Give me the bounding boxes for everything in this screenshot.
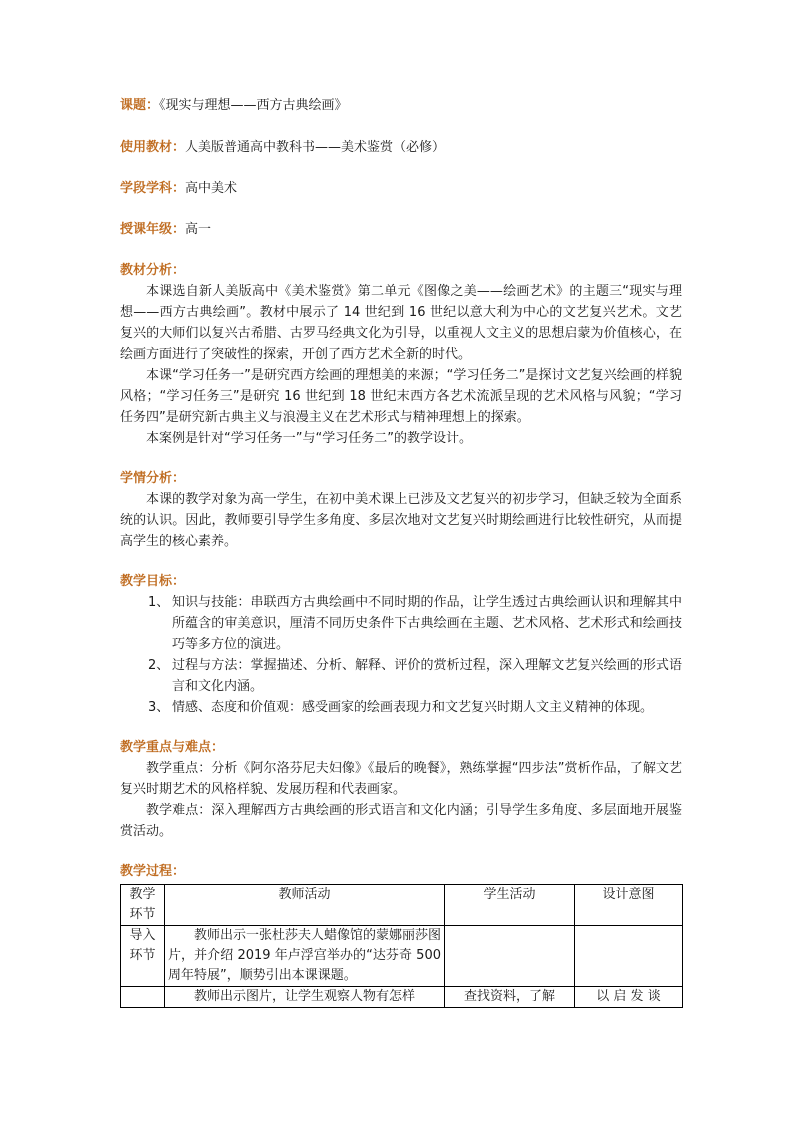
goal-text: 知识与技能：串联西方古典绘画中不同时期的作品，让学生透过古典绘画认识和理解其中所蕴含的审美意识，厘清不同历史条件下古典绘画在主题、艺术风格、艺术形式和绘画技巧等多方位的演进。 bbox=[172, 595, 682, 652]
table-header-row bbox=[121, 885, 683, 926]
stage-cell bbox=[121, 987, 165, 1008]
grade-value: 高一 bbox=[185, 222, 212, 237]
teaching-goals-title: 教学目标： bbox=[120, 574, 186, 589]
difficulty-paragraph: 教学难点：深入理解西方古典绘画的形式语言和文化内涵；引导学生多角度、多层面地开展鉴赏活动。 bbox=[120, 803, 682, 839]
subject-value: 高中美术 bbox=[185, 181, 238, 196]
subject-label: 学段学科： bbox=[120, 181, 186, 196]
goals-list bbox=[120, 592, 682, 718]
material-paragraph-2: 本课“学习任务一”是研究西方绘画的理想美的来源；“学习任务二”是探讨文艺复兴绘画的样貌风格；“学习任务三”是研究 16 世纪到 18 世纪末西方各艺术流派呈现的艺术风格与风貌；“学习任务四”是研究新古典主义与浪漫主义在艺术形式与精神理想上的探索。 bbox=[120, 368, 682, 425]
goal-item bbox=[120, 655, 682, 697]
grade-label: 授课年级： bbox=[120, 222, 186, 237]
student-activity-cell bbox=[445, 926, 575, 987]
design-intent-cell: 以 启 发 谈 bbox=[575, 987, 683, 1008]
header-cell-stage: 教学环节 bbox=[121, 885, 165, 926]
table-row bbox=[121, 926, 683, 987]
textbook-label: 使用教材： bbox=[120, 140, 186, 155]
student-paragraph: 本课的教学对象为高一学生，在初中美术课上已涉及文艺复兴的初步学习，但缺乏较为全面系统的认识。因此，教师要引导学生多角度、多层次地对文艺复兴时期绘画进行比较性研究，从而提高学生的核心素养。 bbox=[120, 492, 682, 549]
grade-field bbox=[120, 220, 682, 240]
subject-field bbox=[120, 179, 682, 199]
goal-text: 过程与方法：掌握描述、分析、解释、评价的赏析过程，深入理解文艺复兴绘画的形式语言和文化内涵。 bbox=[172, 658, 682, 694]
material-paragraph-1: 本课选自新人美版高中《美术鉴赏》第二单元《图像之美——绘画艺术》的主题三“现实与理想——西方古典绘画”。教材中展示了 14 世纪到 16 世纪以意大利为中心的文艺复兴艺术。文艺复兴的大师们以复兴古希腊、古罗马经典文化为引导，以重视人文主义的思想启蒙为价值核心，在绘画方面进行了突破性的探索，开创了西方艺术全新的时代。 bbox=[120, 284, 682, 362]
teaching-process-title: 教学过程： bbox=[120, 864, 186, 879]
material-paragraph-3: 本案例是针对“学习任务一”与“学习任务二”的教学设计。 bbox=[146, 431, 472, 446]
topic-label: 课题： bbox=[120, 98, 160, 113]
goal-number: 1、 bbox=[148, 595, 170, 610]
key-points-title: 教学重点与难点： bbox=[120, 740, 225, 755]
textbook-value: 人美版普通高中教科书——美术鉴赏（必修） bbox=[185, 140, 446, 155]
process-table bbox=[120, 884, 683, 1008]
header-cell-teacher: 教师活动 bbox=[165, 885, 445, 926]
goal-item bbox=[120, 697, 682, 718]
textbook-field bbox=[120, 138, 682, 158]
teacher-activity-cell: 教师出示一张杜莎夫人蜡像馆的蒙娜丽莎图片，并介绍 2019 年卢浮宫举办的“达芬奇 500 周年特展”，顺势引出本课课题。 bbox=[165, 926, 445, 987]
lesson-plan-page bbox=[120, 96, 682, 1008]
teacher-activity-cell: 教师出示图片，让学生观察人物有怎样 bbox=[165, 987, 445, 1008]
key-point-paragraph: 教学重点：分析《阿尔洛芬尼夫妇像》《最后的晚餐》，熟练掌握“四步法”赏析作品，了解文艺复兴时期艺术的风格样貌、发展历程和代表画家。 bbox=[120, 761, 682, 797]
table-row bbox=[121, 987, 683, 1008]
topic-value: 《现实与理想——西方古典绘画》 bbox=[159, 98, 348, 113]
topic-field bbox=[120, 96, 682, 116]
goal-number: 2、 bbox=[148, 658, 170, 673]
design-intent-cell bbox=[575, 926, 683, 987]
header-cell-student: 学生活动 bbox=[445, 885, 575, 926]
goal-number: 3、 bbox=[148, 700, 170, 715]
goal-item bbox=[120, 592, 682, 655]
goal-text: 情感、态度和价值观：感受画家的绘画表现力和文艺复兴时期人文主义精神的体现。 bbox=[172, 700, 654, 715]
header-cell-intent: 设计意图 bbox=[575, 885, 683, 926]
student-activity-cell: 查找资料，了解 bbox=[445, 987, 575, 1008]
material-analysis-title: 教材分析： bbox=[120, 263, 186, 278]
stage-cell: 导入环节 bbox=[121, 926, 165, 987]
student-analysis-title: 学情分析： bbox=[120, 471, 186, 486]
